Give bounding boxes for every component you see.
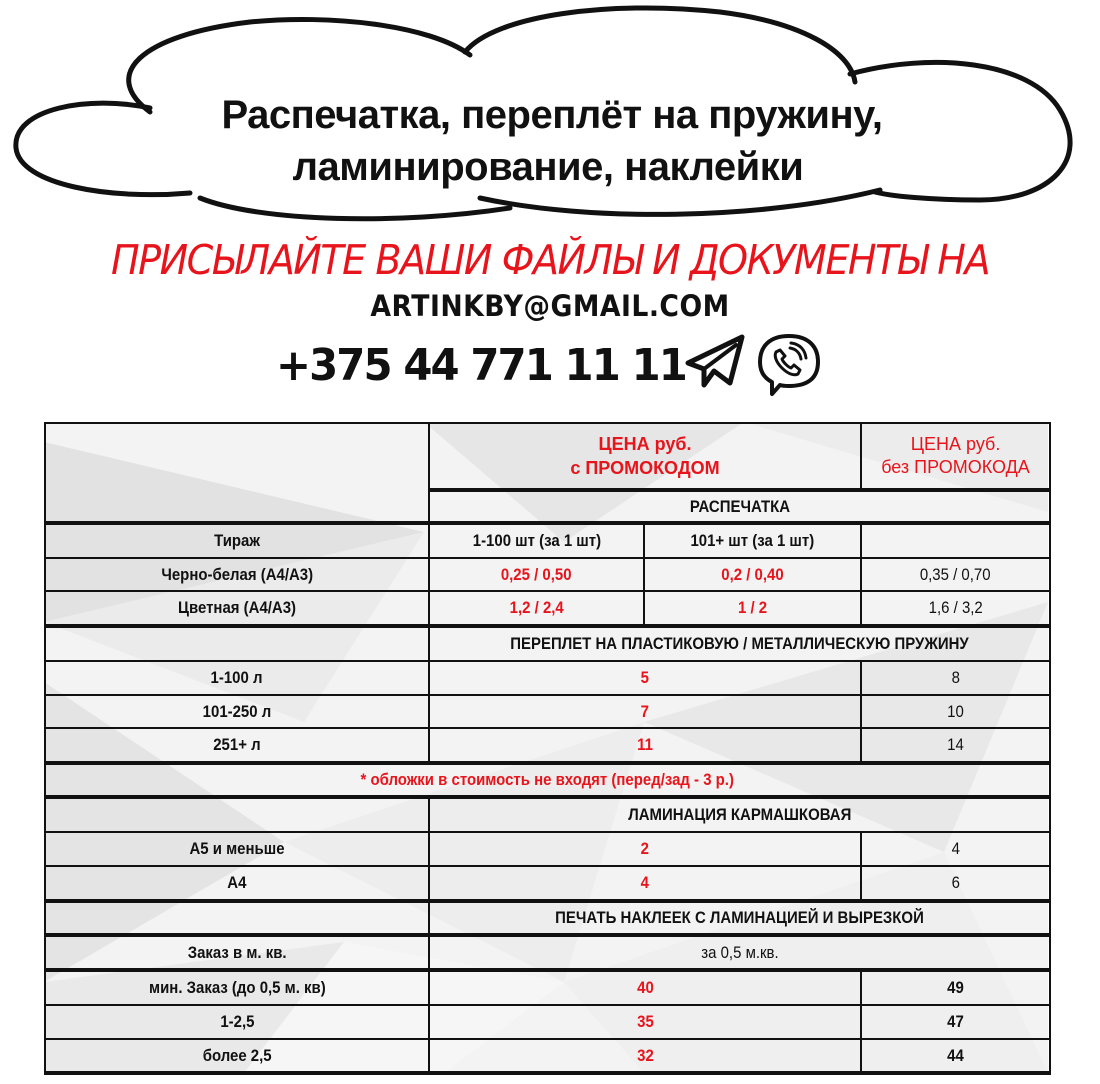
promo-price: 0,2 / 0,40 (644, 558, 861, 591)
telegram-icon[interactable] (684, 331, 748, 393)
regular-price: 10 (861, 695, 1050, 728)
regular-price: 6 (861, 866, 1050, 901)
promo-price: 2 (429, 832, 861, 866)
table-row (45, 661, 1050, 695)
col-101-plus: 101+ шт (за 1 шт) (644, 523, 861, 558)
unit-value: за 0,5 м.кв. (429, 935, 1050, 970)
table-row (45, 935, 1050, 970)
table-row (45, 1005, 1050, 1039)
regular-price: 1,6 / 3,2 (861, 591, 1050, 626)
table-row (45, 695, 1050, 728)
table-row (45, 523, 1050, 558)
section-title-row (45, 901, 1050, 935)
row-label: Цветная (А4/А3) (45, 591, 429, 626)
promo-price: 11 (429, 728, 861, 763)
row-label: более 2,5 (45, 1039, 429, 1073)
table-header-row (45, 423, 1050, 490)
promo-price: 40 (429, 970, 861, 1005)
regular-price: 47 (861, 1005, 1050, 1039)
regular-price: 8 (861, 661, 1050, 695)
row-label: А5 и меньше (45, 832, 429, 866)
regular-price-header: ЦЕНА руб. без ПРОМОКОДА (861, 423, 1050, 490)
empty-cell (45, 901, 429, 935)
promo-price: 4 (429, 866, 861, 901)
note-row (45, 763, 1050, 797)
header-empty-cell (45, 423, 429, 523)
promo-price: 5 (429, 661, 861, 695)
empty-cell (45, 797, 429, 832)
regular-price: 14 (861, 728, 1050, 763)
row-label: А4 (45, 866, 429, 901)
regular-price: 0,35 / 0,70 (861, 558, 1050, 591)
cloud-title-line1: Распечатка, переплёт на пружину, (221, 93, 883, 137)
printing-section-title: РАСПЕЧАТКА (429, 490, 1050, 523)
col-1-100: 1-100 шт (за 1 шт) (429, 523, 644, 558)
send-files-callout: ПРИСЫЛАЙТЕ ВАШИ ФАЙЛЫ И ДОКУМЕНТЫ НА (110, 236, 990, 284)
row-label: Черно-белая (А4/А3) (45, 558, 429, 591)
empty-cell (861, 523, 1050, 558)
regular-price: 49 (861, 970, 1050, 1005)
contact-phone-row (276, 330, 708, 400)
table-row (45, 970, 1050, 1005)
promo-price: 7 (429, 695, 861, 728)
binding-section-title: ПЕРЕПЛЕТ НА ПЛАСТИКОВУЮ / МЕТАЛЛИЧЕСКУЮ ПРУЖИНУ (429, 626, 1050, 661)
table-row (45, 558, 1050, 591)
empty-cell (45, 626, 429, 661)
promo-price: 1 / 2 (644, 591, 861, 626)
row-label: 1-100 л (45, 661, 429, 695)
row-label: 1-2,5 (45, 1005, 429, 1039)
section-title-row (45, 797, 1050, 832)
section-title-row (45, 626, 1050, 661)
covers-note: * обложки в стоимость не входят (перед/зад - 3 р.) (45, 763, 1050, 797)
promo-price: 35 (429, 1005, 861, 1039)
phone-number[interactable]: +375 44 771 11 11 (276, 339, 686, 391)
table-row (45, 591, 1050, 626)
cloud-title-line2: ламинирование, наклейки (292, 145, 804, 189)
promo-price-header: ЦЕНА руб. с ПРОМОКОДОМ (429, 423, 861, 490)
row-label: Заказ в м. кв. (45, 935, 429, 970)
table-row (45, 832, 1050, 866)
promo-price: 0,25 / 0,50 (429, 558, 644, 591)
promo-price: 32 (429, 1039, 861, 1073)
row-label: 251+ л (45, 728, 429, 763)
stickers-section-title: ПЕЧАТЬ НАКЛЕЕК С ЛАМИНАЦИЕЙ И ВЫРЕЗКОЙ (429, 901, 1050, 935)
table-row (45, 1039, 1050, 1073)
promo-price: 1,2 / 2,4 (429, 591, 644, 626)
regular-price: 4 (861, 832, 1050, 866)
row-label: Тираж (45, 523, 429, 558)
table-row (45, 728, 1050, 763)
regular-price: 44 (861, 1039, 1050, 1073)
viber-icon[interactable] (756, 332, 822, 398)
row-label: мин. Заказ (до 0,5 м. кв) (45, 970, 429, 1005)
lamination-section-title: ЛАМИНАЦИЯ КАРМАШКОВАЯ (429, 797, 1050, 832)
email-address[interactable]: ARTINKBY@GMAIL.COM (370, 289, 730, 323)
table-row (45, 866, 1050, 901)
row-label: 101-250 л (45, 695, 429, 728)
price-table (44, 422, 1051, 1075)
